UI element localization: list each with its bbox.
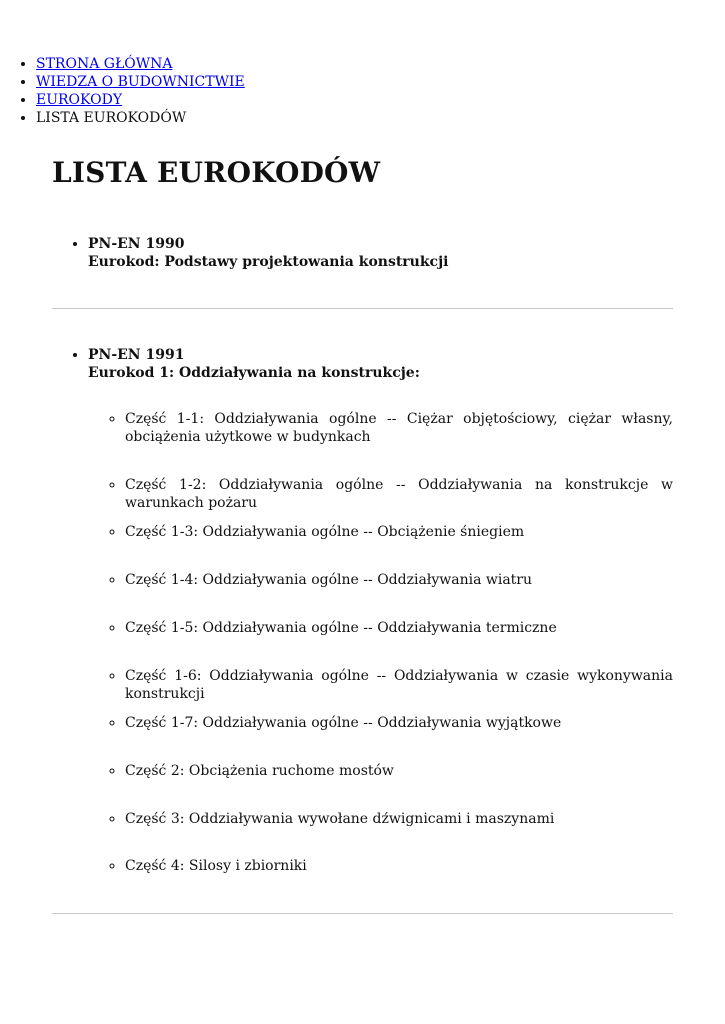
breadcrumb-item-eurocodes[interactable] [36,91,245,109]
standard-item-1990 [88,235,673,271]
standard-item-1991 [88,346,673,874]
part-item: ◦ Część 3: Oddziaływania wywołane dźwignicami i maszynami [125,810,673,828]
part-item: ◦ Część 1-3: Oddziaływania ogólne -- Obciążenie śniegiem [125,523,673,541]
standard-list-1991 [88,346,673,874]
part-item: ◦ Część 1-2: Oddziaływania ogólne -- Oddziaływania na konstrukcje w warunkach pożaru [125,476,673,512]
breadcrumb [36,55,245,127]
section-divider [52,308,673,309]
part-item: ◦ Część 1-6: Oddziaływania ogólne -- Oddziaływania w czasie wykonywania konstrukcji [125,667,673,703]
standard-list-1990 [88,235,673,271]
breadcrumb-current-label: LISTA EUROKODÓW [36,110,187,126]
breadcrumb-link-knowledge[interactable]: WIEDZA O BUDOWNICTWIE [36,74,245,90]
part-item: ◦ Część 1-5: Oddziaływania ogólne -- Oddziaływania termiczne [125,619,673,637]
section-divider [52,913,673,914]
part-item: ◦ Część 2: Obciążenia ruchome mostów [125,762,673,780]
breadcrumb-link-home[interactable]: STRONA GŁÓWNA [36,56,173,72]
page-title: LISTA EUROKODÓW [52,156,381,189]
part-item: ◦ Część 4: Silosy i zbiorniki [125,857,673,875]
breadcrumb-link-eurocodes[interactable]: EUROKODY [36,92,123,108]
standard-name: Eurokod: Podstawy projektowania konstrukcji [88,254,449,270]
part-item: ◦ Część 1-7: Oddziaływania ogólne -- Oddziaływania wyjątkowe [125,714,673,732]
breadcrumb-item-home[interactable] [36,55,245,73]
breadcrumb-item-knowledge[interactable] [36,73,245,91]
part-item: ◦ Część 1-4: Oddziaływania ogólne -- Oddziaływania wiatru [125,571,673,589]
standard-code: PN-EN 1990 [88,236,185,252]
part-item: ◦ Część 1-1: Oddziaływania ogólne -- Ciężar objętościowy, ciężar własny, obciążenia użytkowe w budynkach [125,410,673,446]
standard-code: PN-EN 1991 [88,347,185,363]
standard-name: Eurokod 1: Oddziaływania na konstrukcje: [88,365,420,381]
breadcrumb-item-current [36,109,245,127]
